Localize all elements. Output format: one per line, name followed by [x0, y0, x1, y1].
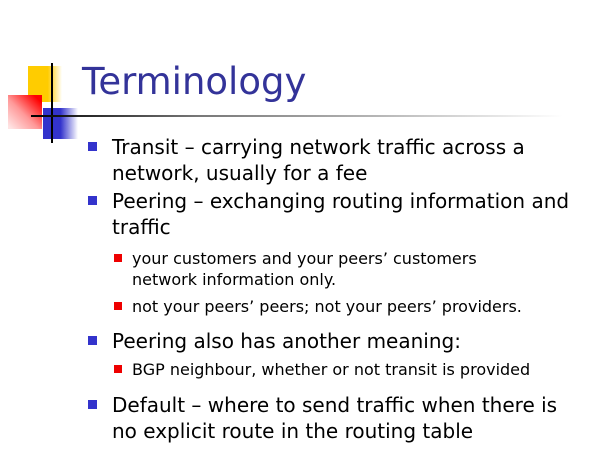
bullet-item-peering-meaning: [88, 328, 593, 354]
bullet-line: no explicit route in the routing table: [112, 419, 474, 443]
square-bullet-icon: [88, 196, 97, 205]
bullet-line: network information only.: [132, 270, 337, 289]
title-underline: [31, 115, 585, 117]
square-sub-bullet-icon: [114, 365, 122, 373]
bullet-item-default: [88, 392, 593, 444]
bullet-item-peering: [88, 188, 593, 240]
sub-bullet-item-customers: [114, 248, 593, 290]
square-bullet-icon: [88, 142, 97, 151]
bullet-line: Peering also has another meaning:: [112, 329, 461, 353]
bullet-line: Default – where to send traffic when there is: [112, 393, 558, 417]
square-sub-bullet-icon: [114, 254, 122, 262]
square-bullet-icon: [88, 400, 97, 409]
bullet-line: not your peers’ peers; not your peers’ providers.: [132, 297, 522, 316]
slide-body: [88, 134, 593, 444]
sub-bullet-item-not-peers: [114, 296, 593, 317]
bullet-item-transit: [88, 134, 593, 186]
bullet-line: BGP neighbour, whether or not transit is provided: [132, 360, 531, 379]
bullet-line: network, usually for a fee: [112, 161, 368, 185]
bullet-line: your customers and your peers’ customers: [132, 249, 477, 268]
slide-title: Terminology: [82, 60, 307, 103]
bullet-line: Transit – carrying network traffic across a: [112, 135, 525, 159]
decoration-red-square: [8, 95, 42, 129]
square-bullet-icon: [88, 336, 97, 345]
decoration-blue-square: [43, 108, 78, 139]
bullet-line: traffic: [112, 215, 171, 239]
decoration-vertical-line: [51, 63, 53, 143]
bullet-line: Peering – exchanging routing information and: [112, 189, 570, 213]
square-sub-bullet-icon: [114, 302, 122, 310]
sub-bullet-item-bgp: [114, 359, 593, 380]
